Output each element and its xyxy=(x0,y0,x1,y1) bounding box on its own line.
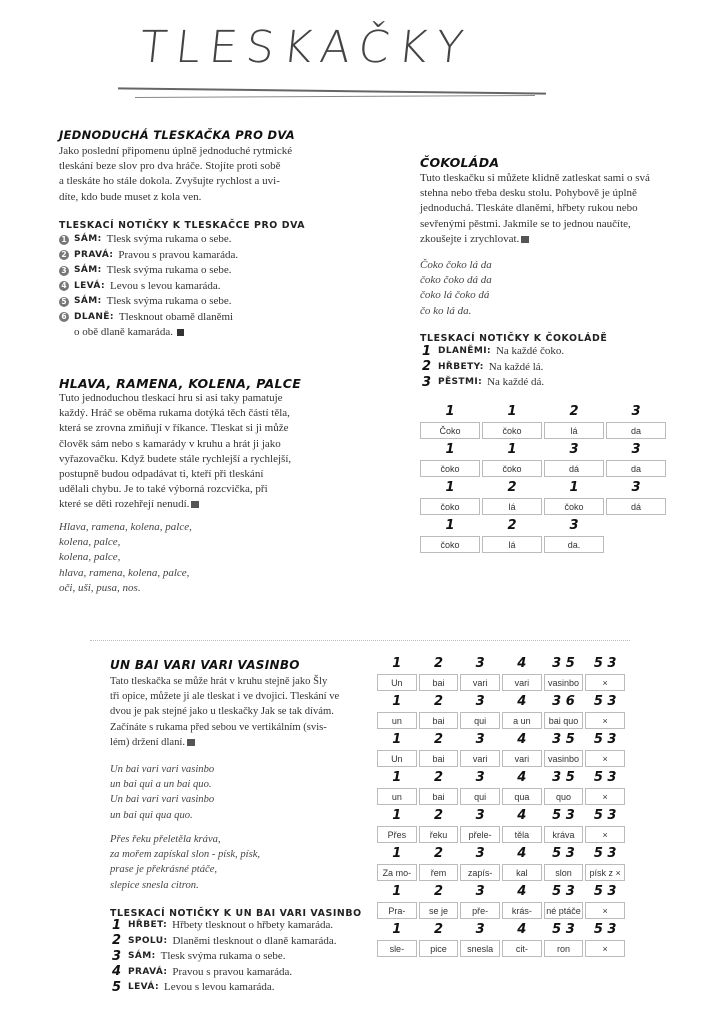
beat-mark: 1 xyxy=(507,442,517,457)
rhythm-grid-un-bai xyxy=(377,655,625,957)
syllable-cell: × xyxy=(585,750,625,767)
syllable-cell: da. xyxy=(544,536,604,553)
poem-line: Hlava, ramena, kolena, palce, xyxy=(59,521,192,533)
syllable-cell: čoko xyxy=(420,460,480,477)
syllable-cell: vasinbo xyxy=(544,674,584,691)
step-text: Hřbety tlesknout o hřbety kamaráda. xyxy=(172,919,334,931)
poem-line: Čoko čoko lá da xyxy=(420,259,492,271)
beat-mark: 4 xyxy=(517,694,527,709)
step-item xyxy=(59,294,238,310)
syllable-cell: Přes xyxy=(377,826,417,843)
step-item xyxy=(420,344,564,360)
syllable-cell: těla xyxy=(502,826,542,843)
page-title: TLESKAČKY xyxy=(137,22,475,73)
poem-line: Un bai vari vari vasinbo xyxy=(110,794,215,806)
step-key: SÁM: xyxy=(74,265,102,275)
step-key: PRAVÁ: xyxy=(128,966,168,977)
syllable-cell: slon xyxy=(544,864,584,881)
beat-mark: 1 xyxy=(445,480,455,495)
step-continuation xyxy=(59,325,238,341)
beat-mark: 5 3 xyxy=(593,732,617,747)
syllable-cell: bai xyxy=(419,788,459,805)
text-line: Začínáte s rukama před sebou ve vertikálním (svis- xyxy=(110,721,327,733)
beat-mark: 2 xyxy=(433,656,444,671)
text-line: zkoušejte i zrychlovat. xyxy=(420,232,520,245)
poem-line: un bai qui a un bai quo. xyxy=(110,779,212,791)
beat-mark: 3 xyxy=(475,808,485,823)
syllable-cell: krás- xyxy=(502,902,542,919)
beat-mark: 2 xyxy=(507,480,517,495)
number-badge: 2 xyxy=(421,359,432,375)
steps-list-simple-clap xyxy=(59,232,238,341)
beat-mark: 4 xyxy=(517,884,527,899)
syllable-cell: da xyxy=(606,422,666,439)
step-item xyxy=(420,375,564,391)
section-heading-simple-clap: JEDNODUCHÁ TLESKAČKA PRO DVA xyxy=(59,128,295,142)
number-badge: 3 xyxy=(111,948,122,964)
step-key: DLANĚMI: xyxy=(438,346,491,356)
text-line: které se děti rozehřejí nenudí. xyxy=(59,498,190,511)
syllable-cell: kal xyxy=(502,864,542,881)
text-line: člověk sám nebo s kamarády v kruhu a hrát ji jako xyxy=(59,437,281,450)
syllable-cell: písk z × xyxy=(585,864,625,881)
beat-mark: 4 xyxy=(517,770,527,785)
syllable-cell: da xyxy=(606,460,666,477)
end-mark-icon xyxy=(177,329,184,336)
beat-mark: 5 3 xyxy=(593,656,617,671)
syllable-cell: Un xyxy=(377,674,417,691)
step-item xyxy=(110,965,336,981)
number-badge: 1 xyxy=(111,917,122,933)
poem-line: čoko lá čoko dá xyxy=(420,289,490,302)
syllable-cell: se je xyxy=(419,902,459,919)
beat-mark: 2 xyxy=(507,518,517,533)
syllable-cell: ron xyxy=(544,940,584,957)
section-heading-head-shoulders: HLAVA, RAMENA, KOLENA, PALCE xyxy=(59,376,302,391)
beat-mark: 4 xyxy=(517,846,527,861)
syllable-cell: řem xyxy=(419,864,459,881)
text-line: která se zrovna zmiňují v říkance. Tleskat si ji může xyxy=(59,422,289,435)
beat-mark: 3 xyxy=(475,884,485,899)
beat-mark: 3 xyxy=(475,770,485,785)
syllable-cell: qui xyxy=(460,788,500,805)
beat-mark: 4 xyxy=(517,732,527,747)
beat-mark: 4 xyxy=(517,922,527,937)
syllable-cell: × xyxy=(585,940,625,957)
text-line: a tleskáte ho stále dokola. Zvyšujte rychlost a uvi- xyxy=(59,175,280,188)
step-item xyxy=(110,980,336,996)
syllable-cell: bai xyxy=(419,750,459,767)
beat-mark: 1 xyxy=(445,442,455,457)
syllable-cell: bai xyxy=(419,674,459,691)
beat-mark: 2 xyxy=(433,694,444,709)
beat-mark: 1 xyxy=(507,404,517,419)
syllable-cell: lá xyxy=(482,536,542,553)
syllable-cell: dá xyxy=(606,498,666,515)
poem-chocolate xyxy=(420,258,492,319)
beat-mark: 3 xyxy=(631,442,641,457)
poem-line: slepice snesla citron. xyxy=(110,879,199,891)
syllable-cell: × xyxy=(585,788,625,805)
poem-line: prase je překrásné ptáče, xyxy=(110,864,218,876)
beat-mark: 2 xyxy=(433,770,444,785)
poem-line: kolena, palce, xyxy=(59,536,121,549)
syllable-cell: bai xyxy=(419,712,459,729)
rhythm-grid-chocolate xyxy=(420,403,666,553)
text-line: tleskání beze slov pro dva hráče. Stojíte proti sobě xyxy=(59,160,281,173)
step-text: Pravou s pravou kamaráda. xyxy=(172,965,293,978)
beat-mark: 4 xyxy=(517,808,527,823)
syllable-cell: cit- xyxy=(502,940,542,957)
syllable-cell: qua xyxy=(502,788,542,805)
beat-mark xyxy=(606,517,666,534)
syllable-cell: čoko xyxy=(544,498,604,515)
step-item xyxy=(110,949,336,965)
beat-mark: 3 xyxy=(475,846,485,861)
text-line: díte, kdo bude muset z kola ven. xyxy=(59,190,202,203)
text-line: sevřenými pěstmi. Jakmile se to jednou naučíte, xyxy=(420,217,631,230)
beat-mark: 3 xyxy=(569,442,579,457)
number-badge: 2 xyxy=(59,250,69,260)
beat-mark: 3 6 xyxy=(552,694,575,709)
title-underline xyxy=(118,87,546,94)
text-line: dvou je pak stejné jako u tleskačky Jak se tak dívám. xyxy=(110,706,334,718)
beat-mark: 5 3 xyxy=(593,808,617,823)
syllable-cell: lá xyxy=(482,498,542,515)
poem-line: za mořem zapískal slon - písk, písk, xyxy=(110,849,261,861)
syllable-cell: čoko xyxy=(420,498,480,515)
text-line: Tuto jednoduchou tleskací hru si asi taky pamatuje xyxy=(59,392,283,404)
syllable-cell: řeku xyxy=(419,826,459,843)
step-item xyxy=(110,934,336,950)
audio-icon xyxy=(521,236,529,243)
beat-mark: 5 3 xyxy=(593,694,617,709)
number-badge: 5 xyxy=(59,297,69,307)
beat-mark: 2 xyxy=(569,404,579,419)
syllable-cell: bai quo xyxy=(544,712,584,729)
syllable-cell: dá xyxy=(544,460,604,477)
beat-mark: 5 3 xyxy=(593,770,617,785)
step-key: DLANĚ: xyxy=(74,311,114,322)
step-text: Tlesknout obamě dlaněmi xyxy=(118,310,234,323)
step-text: Na každé čoko. xyxy=(495,345,565,357)
step-key: SÁM: xyxy=(128,951,156,961)
beat-mark: 3 5 xyxy=(552,732,575,747)
syllable-cell: quo xyxy=(544,788,584,805)
step-key: HŘBET: xyxy=(128,920,168,930)
step-text: Levou s levou kamaráda. xyxy=(109,279,221,292)
poem-head-shoulders xyxy=(59,520,192,596)
step-text: Tlesk svýma rukama o sebe. xyxy=(106,295,232,307)
number-badge: 3 xyxy=(59,266,69,276)
step-key: PRAVÁ: xyxy=(74,249,114,260)
beat-mark: 5 3 xyxy=(593,846,617,861)
syllable-cell: un xyxy=(377,712,417,729)
poem-line: Un bai vari vari vasinbo xyxy=(110,764,215,775)
poem-line: Přes řeku přeletěla kráva, xyxy=(110,834,221,845)
text-line: Tato tleskačka se může hrát v kruhu stejně jako Šly xyxy=(110,676,328,687)
step-text: Tlesk svýma rukama o sebe. xyxy=(160,950,286,962)
beat-mark: 1 xyxy=(392,732,402,747)
syllable-cell: čoko xyxy=(420,536,480,553)
text-line: každý. Hráč se oběma rukama dotýká těch částí těla, xyxy=(59,407,290,420)
beat-mark: 1 xyxy=(445,404,455,419)
poem-line: čo ko lá da. xyxy=(420,304,472,317)
notes-heading-simple-clap: TLESKACÍ NOTIČKY K TLESKAČCE PRO DVA xyxy=(59,220,306,231)
beat-mark: 3 5 xyxy=(552,770,575,785)
syllable-cell: vari xyxy=(460,750,500,767)
text-line: lém) držení dlaní. xyxy=(110,736,186,748)
beat-mark: 5 3 xyxy=(552,808,575,823)
beat-mark: 1 xyxy=(392,694,402,709)
step-key: HŘBETY: xyxy=(438,361,484,372)
syllable-cell: a un xyxy=(502,712,542,729)
section-heading-un-bai: UN BAI VARI VARI VASINBO xyxy=(110,658,300,672)
poem-reka xyxy=(110,832,260,893)
beat-mark: 1 xyxy=(392,922,402,937)
beat-mark: 1 xyxy=(569,480,579,495)
beat-mark: 2 xyxy=(433,922,444,937)
beat-mark: 3 xyxy=(475,922,485,937)
beat-mark: 3 xyxy=(475,656,485,671)
beat-mark: 1 xyxy=(445,518,455,533)
poem-line: un bai qui qua quo. xyxy=(110,809,193,821)
beat-mark: 4 xyxy=(517,656,527,671)
poem-line: hlava, ramena, kolena, palce, xyxy=(59,566,190,579)
poem-line: oči, uši, pusa, nos. xyxy=(59,581,141,594)
text-line: jednoduchá. Tleskáte dlaněmi, hřbety rukou nebo xyxy=(420,202,638,215)
syllable-cell: vasinbo xyxy=(544,750,584,767)
syllable-cell: lá xyxy=(544,422,604,439)
step-item xyxy=(59,232,238,248)
syllable-cell: Pra- xyxy=(377,902,417,919)
beat-mark: 3 5 xyxy=(552,656,575,671)
beat-mark: 1 xyxy=(392,884,402,899)
step-item xyxy=(59,310,238,326)
step-item xyxy=(59,248,238,264)
syllable-cell: kráva xyxy=(544,826,584,843)
syllable-cell: snesla xyxy=(460,940,500,957)
step-text: Tlesk svýma rukama o sebe. xyxy=(106,264,232,276)
steps-list-un-bai xyxy=(110,918,336,996)
beat-mark: 3 xyxy=(475,732,485,747)
syllable-cell: × xyxy=(585,826,625,843)
section-text-un-bai xyxy=(110,674,370,750)
step-item xyxy=(59,263,238,279)
syllable-cell: × xyxy=(585,674,625,691)
beat-mark: 2 xyxy=(433,884,444,899)
beat-mark: 2 xyxy=(433,846,444,861)
syllable-cell: zapís- xyxy=(460,864,500,881)
step-key: SÁM: xyxy=(74,234,102,244)
number-badge: 1 xyxy=(59,235,69,245)
beat-mark: 5 3 xyxy=(593,922,617,937)
title-underline-second xyxy=(135,95,535,98)
beat-mark: 5 3 xyxy=(552,846,575,861)
beat-mark: 5 3 xyxy=(593,884,617,899)
audio-icon xyxy=(191,501,199,508)
step-text: Levou s levou kamaráda. xyxy=(163,981,275,993)
syllable-cell: Za mo- xyxy=(377,864,417,881)
step-item xyxy=(110,918,336,934)
step-key: PĚSTMI: xyxy=(438,377,483,387)
step-key: SÁM: xyxy=(74,296,102,306)
syllable-cell: Čoko xyxy=(420,422,480,439)
beat-mark: 5 3 xyxy=(552,922,575,937)
beat-mark: 1 xyxy=(392,846,402,861)
beat-mark: 1 xyxy=(392,808,402,823)
text-line: postupně budou odpadávat ti, kteří při tleskání xyxy=(59,468,264,481)
step-text: Dlaněmi tlesknout o dlaně kamaráda. xyxy=(172,934,337,947)
notes-heading-un-bai: TLESKACÍ NOTIČKY K UN BAI VARI VASINBO xyxy=(110,908,362,919)
poem-line: kolena, palce, xyxy=(59,551,121,564)
syllable-cell: vari xyxy=(502,750,542,767)
steps-list-chocolate xyxy=(420,344,564,391)
beat-mark: 2 xyxy=(433,732,444,747)
beat-mark: 1 xyxy=(392,656,402,671)
syllable-cell: qui xyxy=(460,712,500,729)
number-badge: 5 xyxy=(111,979,122,995)
section-text-simple-clap xyxy=(59,144,349,205)
section-text-head-shoulders xyxy=(59,391,349,513)
section-text-chocolate xyxy=(420,171,700,247)
text-line: Jako poslední připomenu úplně jednoduché rytmické xyxy=(59,145,293,157)
audio-icon xyxy=(187,739,195,746)
syllable-cell: pice xyxy=(419,940,459,957)
poem-un-bai xyxy=(110,762,214,823)
number-badge: 2 xyxy=(111,933,122,949)
step-key: LEVÁ: xyxy=(74,280,105,291)
step-key: LEVÁ: xyxy=(128,982,159,992)
beat-mark: 3 xyxy=(631,404,641,419)
step-item xyxy=(420,360,564,376)
step-key: SPOLU: xyxy=(128,935,168,946)
text-line: stehna nebo třeba desku stolu. Pohybově je úplně xyxy=(420,187,637,200)
beat-mark: 2 xyxy=(433,808,444,823)
step-item xyxy=(59,279,238,295)
syllable-cell: × xyxy=(585,712,625,729)
number-badge: 1 xyxy=(421,343,432,359)
step-text: Na každé lá. xyxy=(488,360,544,373)
text-line: tři opice, můžete ji ale tleskat i ve dvojici. Tleskání ve xyxy=(110,691,340,703)
beat-mark: 1 xyxy=(392,770,402,785)
syllable-cell: × xyxy=(585,902,625,919)
syllable-cell: né ptáče xyxy=(544,902,584,919)
syllable-cell: čoko xyxy=(482,422,542,439)
syllable-cell: vari xyxy=(502,674,542,691)
number-badge: 4 xyxy=(111,964,122,980)
text-line: vyřazovačku. Když budete stále rychlejší a rychlejší, xyxy=(59,452,292,465)
syllable-cell: Un xyxy=(377,750,417,767)
beat-mark: 3 xyxy=(569,518,579,533)
number-badge: 6 xyxy=(59,312,69,322)
syllable-cell: čoko xyxy=(482,460,542,477)
syllable-cell xyxy=(606,536,666,553)
poem-line: čoko čoko dá da xyxy=(420,274,492,287)
text-line: Tuto tleskačku si můžete klidně zatleskat sami o svá xyxy=(420,172,650,184)
text-line: udělali chybu. Je to také výborná rozcvička, při xyxy=(59,483,268,496)
beat-mark: 3 xyxy=(631,480,641,495)
section-divider xyxy=(90,640,630,641)
syllable-cell: un xyxy=(377,788,417,805)
syllable-cell: přele- xyxy=(460,826,500,843)
beat-mark: 5 3 xyxy=(552,884,575,899)
number-badge: 3 xyxy=(421,374,432,390)
step-text: Tlesk svýma rukama o sebe. xyxy=(106,233,232,245)
number-badge: 4 xyxy=(59,281,69,291)
notes-heading-chocolate: TLESKACÍ NOTIČKY K ČOKOLÁDĚ xyxy=(420,333,608,344)
step-text: Na každé dá. xyxy=(487,376,545,388)
syllable-cell: pře- xyxy=(460,902,500,919)
step-text: o obě dlaně kamaráda. xyxy=(74,326,173,338)
syllable-cell: vari xyxy=(460,674,500,691)
beat-mark: 3 xyxy=(475,694,485,709)
section-heading-chocolate: ČOKOLÁDA xyxy=(420,155,500,170)
step-text: Pravou s pravou kamaráda. xyxy=(118,248,239,261)
syllable-cell: sle- xyxy=(377,940,417,957)
